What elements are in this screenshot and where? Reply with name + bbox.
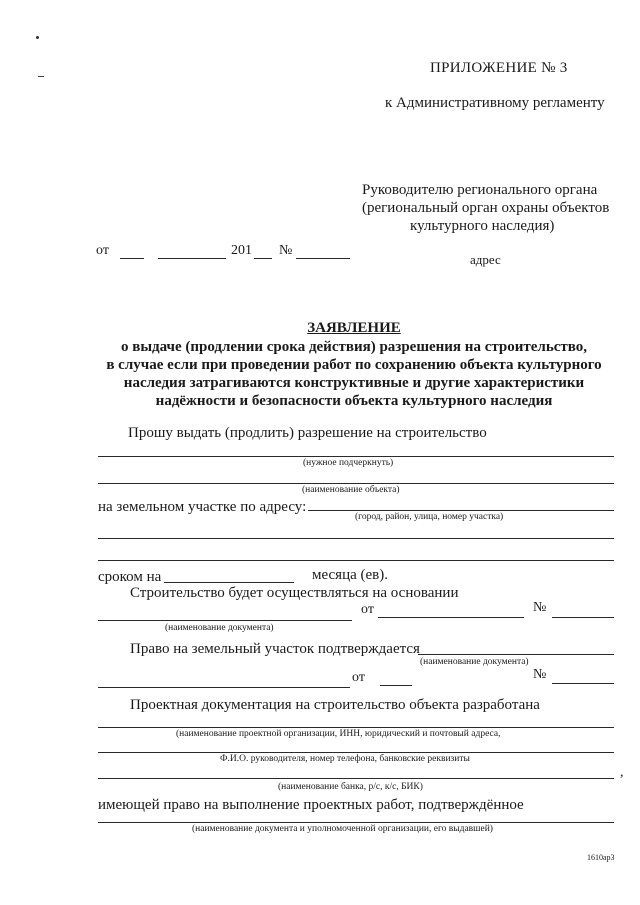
term-prefix: сроком на xyxy=(98,569,162,585)
number-sign: № xyxy=(279,243,293,258)
registration-number-field[interactable] xyxy=(296,258,350,259)
land-address-field[interactable] xyxy=(308,510,614,511)
year-prefix: 201 xyxy=(231,243,252,258)
hint-document-2: (наименование документа) xyxy=(420,657,529,667)
project-docs-text: Проектная документация на строительство объекта разработана xyxy=(130,697,540,713)
basis-text: Строительство будет осуществляться на основании xyxy=(130,585,459,601)
right-confirmation-field[interactable] xyxy=(98,822,614,823)
addressee-line-2: (региональный орган охраны объектов xyxy=(362,200,610,216)
project-org-field[interactable] xyxy=(98,727,614,728)
land-right-number-field[interactable] xyxy=(552,683,614,684)
land-right-number-sign: № xyxy=(533,667,547,682)
title-line-2: в случае если при проведении работ по сохранению объекта культурного xyxy=(106,357,602,373)
land-right-document-field[interactable] xyxy=(418,654,614,655)
hint-issuer: (наименование документа и уполномоченной организации, его выдавшей) xyxy=(192,824,493,834)
having-right-text: имеющей право на выполнение проектных работ, подтверждённое xyxy=(98,797,524,813)
document-title: ЗАЯВЛЕНИЕ xyxy=(307,320,401,336)
term-field[interactable] xyxy=(164,582,294,583)
request-text: Прошу выдать (продлить) разрешение на строительство xyxy=(128,425,487,441)
basis-document-field[interactable] xyxy=(98,620,352,621)
month-field[interactable] xyxy=(158,258,226,259)
land-address-field-3[interactable] xyxy=(98,560,614,561)
addressee-line-3: культурного наследия) xyxy=(410,218,555,234)
hint-address: (город, район, улица, номер участка) xyxy=(355,512,504,522)
basis-number-sign: № xyxy=(533,600,547,615)
land-right-from-label: от xyxy=(352,670,365,685)
land-right-document-field-2[interactable] xyxy=(98,687,350,688)
day-field[interactable] xyxy=(120,258,144,259)
scan-mark xyxy=(36,36,39,39)
hint-bank: (наименование банка, р/с, к/с, БИК) xyxy=(278,782,423,792)
title-line-4: надёжности и безопасности объекта культурного наследия xyxy=(155,393,553,409)
document-code: 1610ар3 xyxy=(587,853,615,862)
basis-date-field[interactable] xyxy=(378,617,524,618)
hint-org: (наименование проектной организации, ИНН, юридический и почтовый адреса, xyxy=(176,729,501,739)
project-head-field[interactable] xyxy=(98,752,614,753)
land-address-field-2[interactable] xyxy=(98,538,614,539)
appendix-number: ПРИЛОЖЕНИЕ № 3 xyxy=(430,60,568,76)
object-name-field[interactable] xyxy=(98,483,614,484)
hint-object: (наименование объекта) xyxy=(302,485,400,495)
trailing-comma: , xyxy=(620,765,624,780)
basis-from-label: от xyxy=(361,602,374,617)
hint-document: (наименование документа) xyxy=(165,623,274,633)
basis-number-field[interactable] xyxy=(552,617,614,618)
hint-head: Ф.И.О. руководителя, номер телефона, банковские реквизиты xyxy=(220,754,470,764)
request-type-field[interactable] xyxy=(98,456,614,457)
regulation-reference: к Административному регламенту xyxy=(385,95,605,111)
land-right-text: Право на земельный участок подтверждается xyxy=(130,641,420,657)
scan-mark xyxy=(38,76,44,77)
land-address-label: на земельном участке по адресу: xyxy=(98,499,307,515)
address-label: адрес xyxy=(470,252,501,267)
year-field[interactable] xyxy=(254,258,272,259)
addressee-line-1: Руководителю регионального органа xyxy=(362,182,598,198)
hint-underline: (нужное подчеркнуть) xyxy=(303,458,394,468)
project-bank-field[interactable] xyxy=(98,778,614,779)
date-from-label: от xyxy=(96,243,109,258)
title-line-1: о выдаче (продлении срока действия) разрешения на строительство, xyxy=(120,339,588,355)
term-suffix: месяца (ев). xyxy=(312,567,388,583)
land-right-date-field[interactable] xyxy=(380,685,412,686)
title-line-3: наследия затрагиваются конструктивные и другие характеристики xyxy=(123,375,585,391)
